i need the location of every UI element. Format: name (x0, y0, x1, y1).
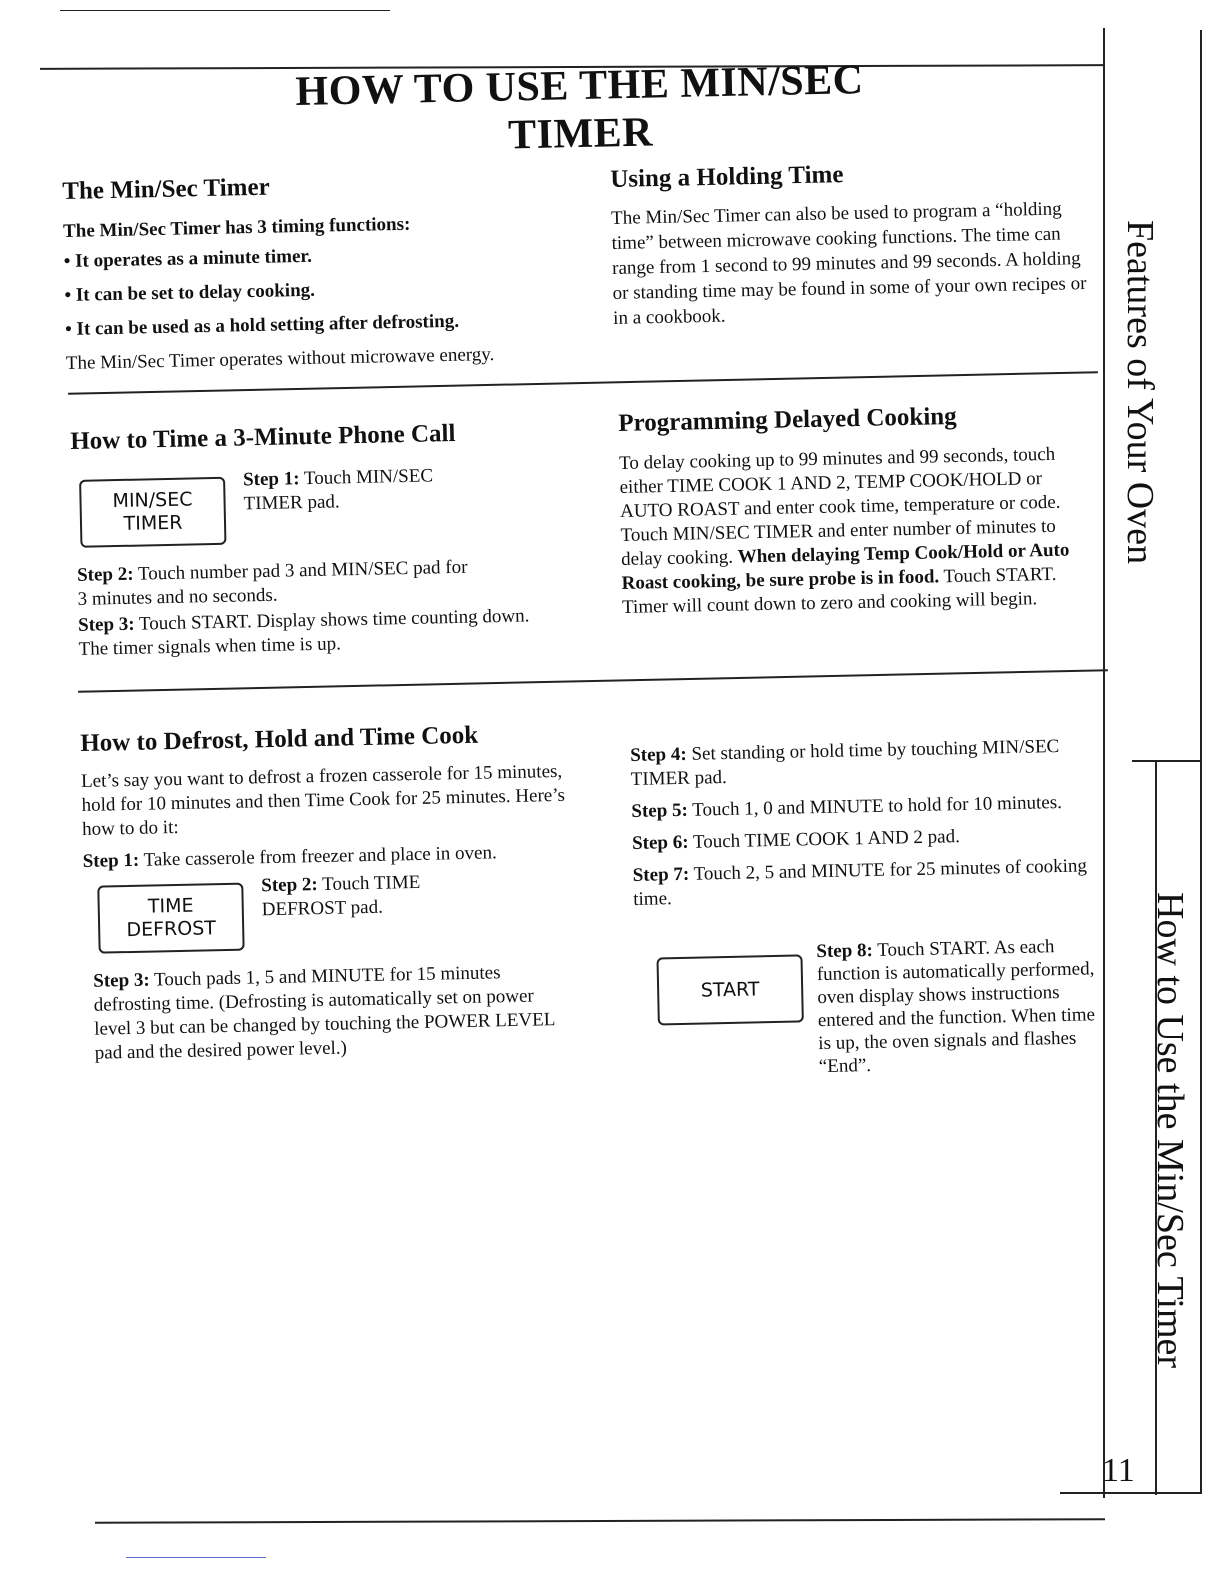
right-frame-rule (1103, 28, 1105, 1498)
heading-delayed-cooking: Programming Delayed Cooking (618, 402, 957, 437)
defrost-intro: Let’s say you want to defrost a frozen casserole for 15 minutes, hold for 10 minutes and then Time Cook for 25 minutes. Here’s how to do it: (80, 760, 566, 840)
defrost-step7-label: Step 7: (632, 863, 690, 886)
min-sec-timer-pad (79, 477, 226, 548)
phone-step1-text: Touch MIN/SEC TIMER pad. (243, 465, 434, 515)
heading-minsec-timer: The Min/Sec Timer (62, 173, 270, 205)
defrost-step5-text: Touch 1, 0 and MINUTE to hold for 10 minutes. (687, 791, 1063, 821)
defrost-step7-text: Touch 2, 5 and MINUTE for 25 minutes of cooking time. (633, 855, 1088, 910)
defrost-step2 (261, 870, 462, 922)
heading-holding-time: Using a Holding Time (610, 161, 844, 193)
section-holding-time (610, 156, 1093, 331)
defrost-step4-text: Set standing or hold time by touching MIN/SEC TIMER pad. (630, 736, 1060, 790)
time-defrost-pad-line1: TIME (147, 894, 194, 918)
defrost-step5-label: Step 5: (631, 799, 689, 822)
delayed-cooking-body (619, 442, 1100, 620)
time-defrost-pad (97, 883, 244, 954)
defrost-step8-text: Touch START. As each function is automatically performed, oven display shows instructions entered and the function. When time is up, the oven signals and flashes “End”. (816, 936, 1096, 1078)
phone-step2-text: Touch number pad 3 and MIN/SEC pad for 3 minutes and no seconds. (77, 556, 468, 610)
section-defrost-hold-continued (630, 734, 1107, 1084)
defrost-step8 (816, 934, 1104, 1078)
defrost-step5 (631, 790, 1101, 824)
divider-2 (78, 669, 1108, 693)
delayed-cooking-tail: Touch START. Timer will count down to zero and cooking will begin. (621, 563, 1057, 618)
defrost-step3-label: Step 3: (93, 969, 150, 992)
divider-1 (68, 371, 1098, 395)
section-defrost-hold (80, 720, 577, 1070)
minsec-bullets (64, 240, 566, 342)
defrost-step4 (630, 734, 1101, 792)
section-delayed-cooking (618, 400, 1100, 620)
page-number: 11 (1102, 1452, 1135, 1489)
defrost-step4-label: Step 4: (630, 743, 687, 766)
defrost-step2-text: Touch TIME DEFROST pad. (261, 871, 421, 921)
delayed-cooking-warning: When delaying Temp Cook/Hold or Auto Roast cooking, be sure probe is in food. (621, 539, 1070, 594)
blue-footer-line (126, 1557, 266, 1558)
top-stray-rule (60, 10, 390, 11)
tab-divider-rule (1132, 760, 1202, 762)
min-sec-pad-line1: MIN/SEC (112, 488, 193, 513)
defrost-step1-text: Take casserole from freezer and place in oven. (139, 842, 497, 871)
delayed-cooking-text: To delay cooking up to 99 minutes and 99 seconds, touch either TIME COOK 1 AND 2, TEMP COOK/HOLD or AUTO ROAST and enter cook time, temperature or code. Touch MIN/SEC TIMER and enter number of minutes to delay cooking. (618, 443, 1061, 570)
phone-step1 (243, 464, 474, 517)
page-title: HOW TO USE THE MIN/SEC TIMER (295, 57, 864, 159)
min-sec-pad-line2: TIMER (123, 511, 183, 535)
page-bottom-rule (95, 1518, 1105, 1524)
start-pad: START (656, 954, 803, 1025)
bottom-frame-rule (1060, 1492, 1202, 1494)
holding-time-body: The Min/Sec Timer can also be used to program a “holding time” between microwave cooking functions. The time can range from 1 second to 99 minutes and 99 seconds. A holding or standing time may be found in some of your own recipes or in a cookbook. (610, 198, 1087, 329)
defrost-step6-text: Touch TIME COOK 1 AND 2 pad. (688, 826, 961, 853)
defrost-step2-label: Step 2: (261, 874, 318, 897)
defrost-step7 (633, 854, 1104, 912)
defrost-step1-label: Step 1: (82, 849, 140, 872)
phone-step3 (78, 604, 549, 662)
bullet-hold-setting: • It can be used as a hold setting after defrosting. (64, 310, 460, 340)
side-tab-how-to: How to Use the Min/Sec Timer (1149, 892, 1191, 1369)
phone-step2 (77, 556, 478, 612)
defrost-step6-label: Step 6: (631, 831, 689, 854)
heading-defrost-hold: How to Defrost, Hold and Time Cook (80, 721, 479, 757)
heading-phone-call: How to Time a 3-Minute Phone Call (70, 419, 456, 455)
section-phone-call (70, 418, 555, 668)
section-minsec-timer (62, 168, 566, 376)
phone-step1-label: Step 1: (242, 468, 300, 491)
side-tab-features: Features of Your Oven (1119, 220, 1161, 565)
phone-step3-label: Step 3: (77, 613, 135, 636)
minsec-note: The Min/Sec Timer operates without microwave energy. (65, 343, 495, 374)
defrost-step8-label: Step 8: (816, 939, 874, 963)
defrost-step3 (93, 960, 565, 1066)
bullet-minute-timer: • It operates as a minute timer. (63, 245, 313, 272)
bullet-delay-cooking: • It can be set to delay cooking. (64, 279, 316, 306)
phone-step3-text: Touch START. Display shows time counting down. The timer signals when time is up. (78, 605, 530, 660)
time-defrost-pad-line2: DEFROST (126, 917, 217, 942)
defrost-step3-text: Touch pads 1, 5 and MINUTE for 15 minutes defrosting time. (Defrosting is automatically set on power level 3 but can be changed by touching the POWER LEVEL pad and the desired power level.) (93, 962, 555, 1064)
minsec-intro: The Min/Sec Timer has 3 timing functions: (62, 213, 411, 242)
phone-step2-label: Step 2: (76, 563, 134, 586)
defrost-step6 (632, 822, 1102, 856)
defrost-step1 (83, 840, 573, 874)
